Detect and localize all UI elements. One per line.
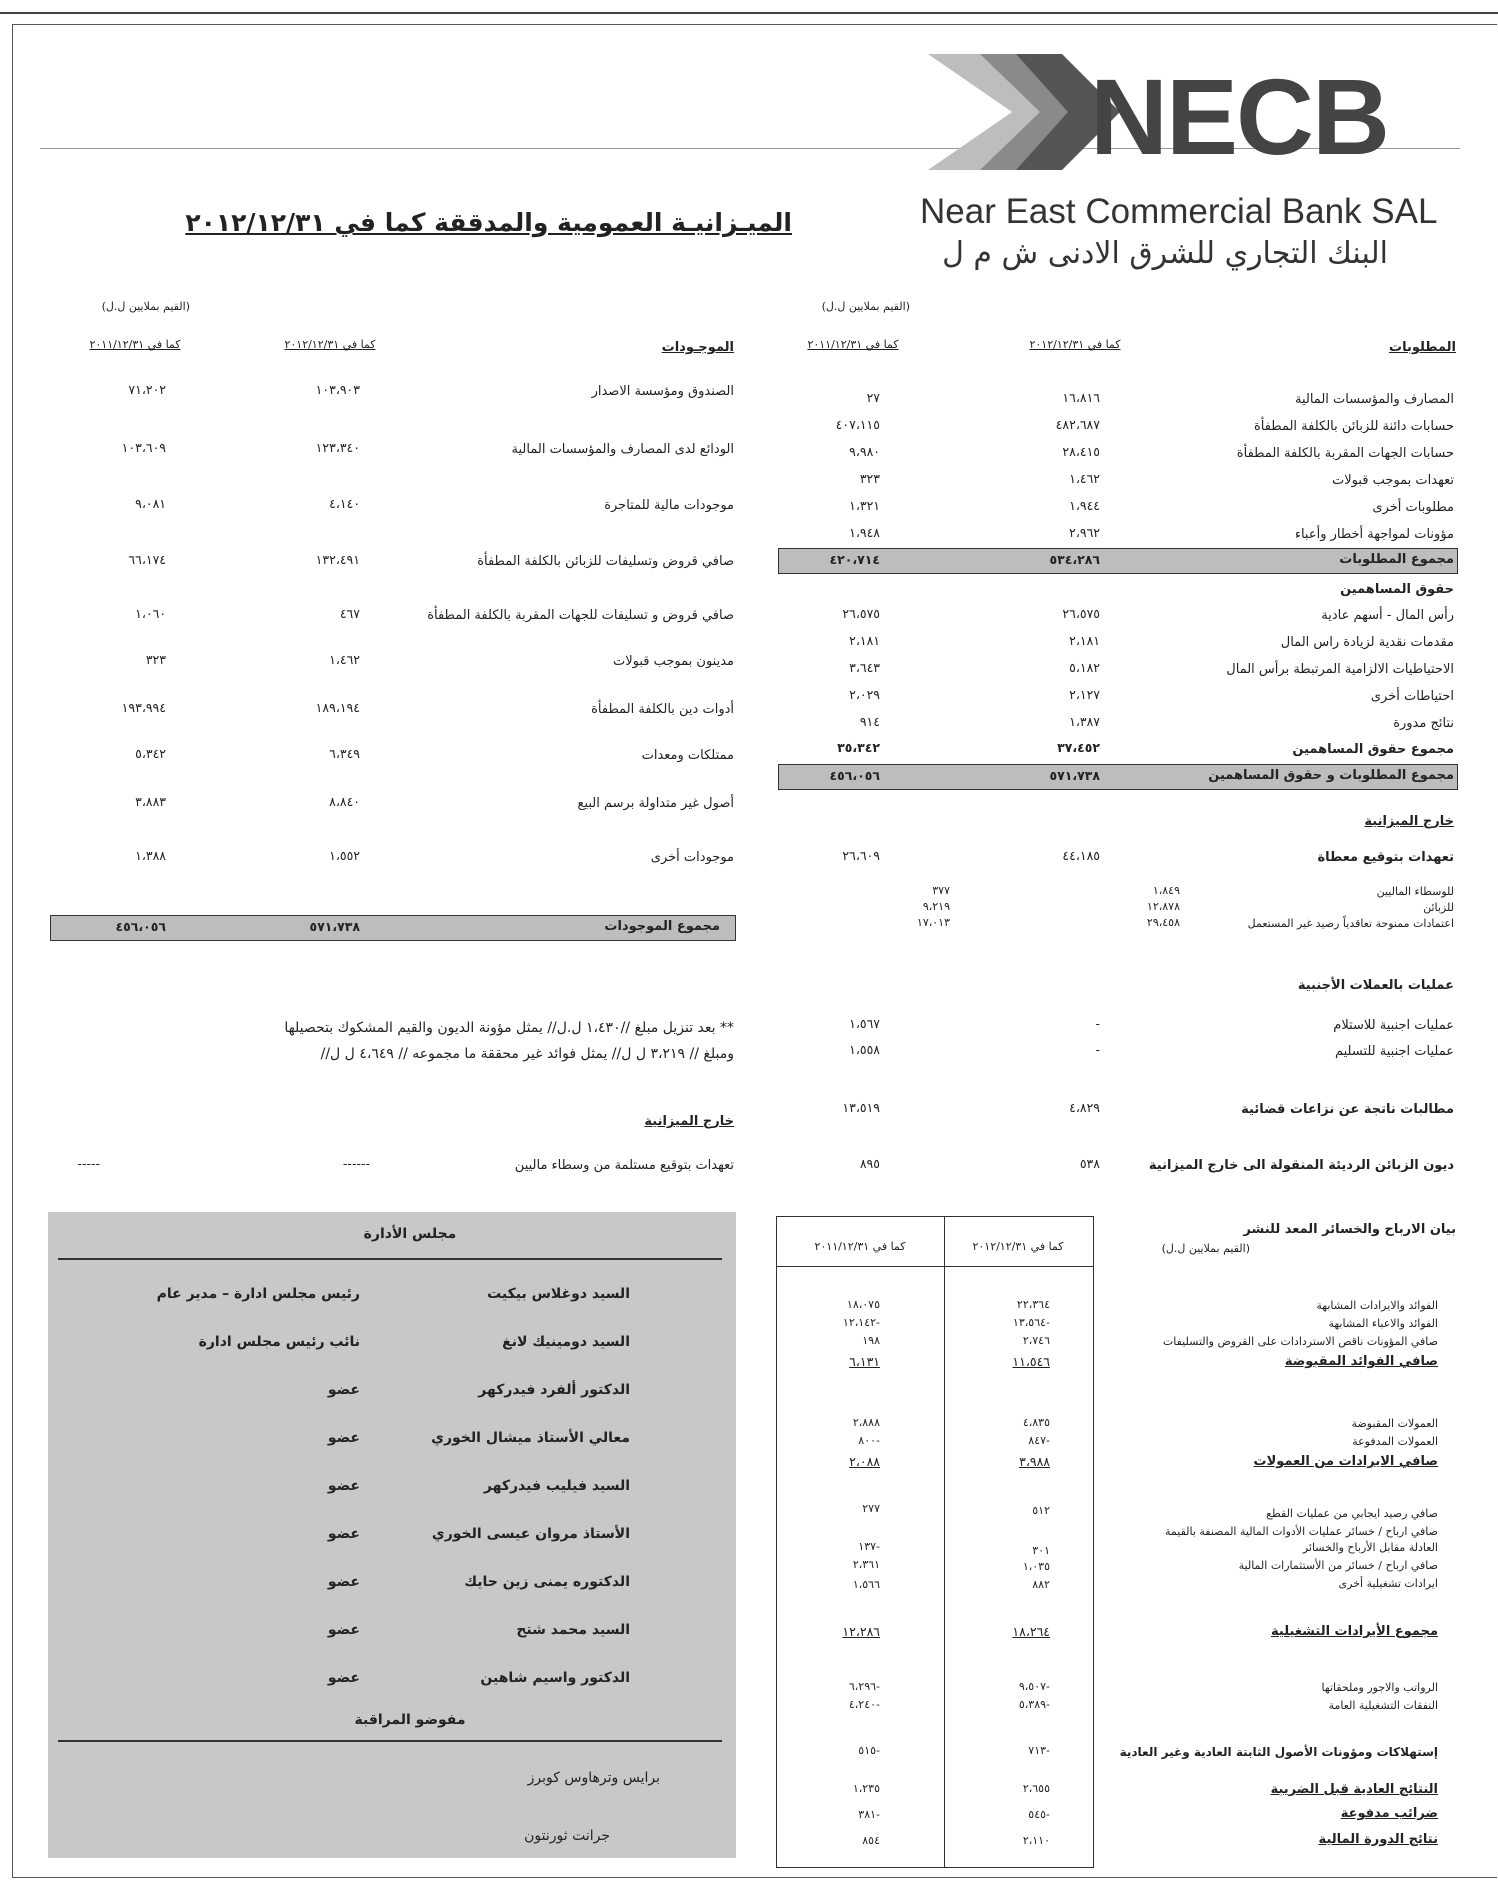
bank-name-ar: البنك التجاري للشرق الادنى ش م ل xyxy=(942,236,1388,271)
pl-2012-16: ٢،٦٥٥ xyxy=(1022,1782,1050,1795)
board-member-name-1: السيد دومينيك لانغ xyxy=(502,1334,630,1350)
assets-off-balance-header: خارج الميزانية xyxy=(644,1114,734,1129)
pl-label-8: صافي ارباح / خسائر عمليات الأدوات المالية المصنفة بالقيمة xyxy=(1165,1525,1438,1538)
asset-2011-9: ١،٣٨٨ xyxy=(135,848,166,863)
asset-2012-6: ١٨٩،١٩٤ xyxy=(315,700,360,715)
board-member-role-7: عضو xyxy=(327,1622,360,1638)
asset-2011-6: ١٩٣،٩٩٤ xyxy=(121,700,166,715)
pl-2012-13: -٩،٥٠٧ xyxy=(1018,1680,1050,1693)
equity-2011-2: ٣،٦٤٣ xyxy=(849,660,880,675)
pl-label-12: مجموع الأيرادات التشغيلية xyxy=(1271,1624,1438,1639)
pl-label-10: صافي ارباح / خسائر من الأستثمارات المالية xyxy=(1238,1559,1438,1572)
pl-2012-6: ٣،٩٨٨ xyxy=(1019,1454,1050,1469)
liab-2012-0: ١٦،٨١٦ xyxy=(1062,390,1100,405)
equity-2011-0: ٢٦،٥٧٥ xyxy=(842,606,880,621)
commit-sub-2012-1: ١٢،٨٧٨ xyxy=(1146,900,1180,913)
assets-off-2012: ------ xyxy=(342,1156,370,1171)
pl-2012-17: -٥٤٥ xyxy=(1028,1808,1050,1821)
pl-2012-14: -٥،٣٨٩ xyxy=(1018,1698,1050,1711)
asset-2011-2: ٩،٠٨١ xyxy=(135,496,166,511)
pl-label-2: صافي المؤونات ناقص الاستردادات على القروض والتسليفات xyxy=(1162,1335,1438,1348)
pl-2011-6: ٢،٠٨٨ xyxy=(849,1454,880,1469)
asset-label-4: صافي قروض و تسليفات للجهات المقربة بالكلفة المطفأة xyxy=(427,608,734,623)
liab-label-4: مطلوبات أخرى xyxy=(1372,500,1454,515)
pl-label-11: ايرادات تشغيلية أخرى xyxy=(1338,1577,1438,1590)
pl-label-1: الفوائد والاعباء المشابهة xyxy=(1328,1317,1438,1330)
pl-2012-0: ٢٢،٣٦٤ xyxy=(1016,1298,1050,1311)
asset-2012-5: ١،٤٦٢ xyxy=(329,652,360,667)
asset-label-6: أدوات دين بالكلفة المطفأة xyxy=(591,702,734,717)
pl-2012-18: ٢،١١٠ xyxy=(1022,1834,1050,1847)
commitments-label: تعهدات بتوقيع معطاة xyxy=(1317,850,1454,865)
pl-2011-14: -٤،٢٤٠ xyxy=(848,1698,880,1711)
asset-2011-total: ٤٥٦،٠٥٦ xyxy=(115,919,166,934)
pl-2011-15: -٥١٥ xyxy=(858,1744,880,1757)
assets-header: الموجـودات xyxy=(661,340,734,355)
commit-sub-2011-0: ٣٧٧ xyxy=(932,884,950,897)
claims-2011: ١٣،٥١٩ xyxy=(842,1100,880,1115)
pl-2011-12: ١٢،٢٨٦ xyxy=(842,1624,880,1639)
pl-2011-0: ١٨،٠٧٥ xyxy=(846,1298,880,1311)
equity-label-4: نتائج مدورة xyxy=(1393,716,1454,731)
board-member-name-8: الدكتور واسيم شاهين xyxy=(480,1670,630,1686)
asset-label-0: الصندوق ومؤسسة الاصدار xyxy=(591,384,734,399)
board-member-role-1: نائب رئيس مجلس ادارة xyxy=(198,1334,360,1350)
auditor-1: جرانت ثورنتون xyxy=(524,1828,610,1844)
asset-label-2: موجودات مالية للمتاجرة xyxy=(604,498,734,513)
liabilities-header: المطلوبات xyxy=(1389,340,1456,355)
claims-label: مطالبات ناتجة عن نزاعات قضائية xyxy=(1241,1102,1454,1117)
equity-2011-1: ٢،١٨١ xyxy=(849,633,880,648)
pl-2011-17: -٣٨١ xyxy=(858,1808,880,1821)
pl-header-rule xyxy=(776,1266,1094,1267)
asset-label-8: أصول غير متداولة برسم البيع xyxy=(577,796,734,811)
commit-sub-label-0: للوسطاء الماليين xyxy=(1376,885,1454,898)
liab-label-5: مؤونات لمواجهة أخطار وأعباء xyxy=(1294,527,1454,542)
assets-off-2011: ----- xyxy=(77,1156,100,1171)
liab-2011-0: ٢٧ xyxy=(866,390,880,405)
liab-2011-total: ٤٢٠،٧١٤ xyxy=(829,552,880,567)
pl-2012-3: ١١،٥٤٦ xyxy=(1012,1354,1050,1369)
pl-label-3: صافي الفوائد المقبوضة xyxy=(1284,1354,1438,1369)
liab-label-3: تعهدات بموجب قبولات xyxy=(1332,473,1454,488)
auditor-0: برايس وترهاوس كوبرز xyxy=(527,1770,660,1786)
liab-2012-total: ٥٣٤،٢٨٦ xyxy=(1049,552,1100,567)
pl-label-15: إستهلاكات ومؤونات الأصول الثابتة العادية وغير العادية xyxy=(1119,1745,1438,1759)
pl-label-16: النتائج العادية قبل الضريبة xyxy=(1270,1782,1438,1797)
board-member-name-5: الأستاذ مروان عيسى الخوري xyxy=(431,1526,630,1542)
pl-label-0: الفوائد والايرادات المشابهة xyxy=(1316,1299,1438,1312)
pl-label-7: صافي رصيد ايجابي من عمليات القطع xyxy=(1266,1507,1438,1520)
commit-sub-label-1: للزبائن xyxy=(1423,901,1454,914)
liab-2012-4: ١،٩٤٤ xyxy=(1069,498,1100,513)
fx-2012-0: - xyxy=(1095,1016,1100,1031)
liab-label-1: حسابات دائنة للزبائن بالكلفة المطفأة xyxy=(1253,419,1454,434)
board-member-name-7: السيد محمد شتح xyxy=(516,1622,630,1638)
equity-label-3: احتياطات أخرى xyxy=(1370,689,1454,704)
commit-sub-2012-0: ١،٨٤٩ xyxy=(1152,884,1180,897)
pl-label-9: العادلة مقابل الأرباح والخسائر xyxy=(1302,1541,1438,1554)
asset-2012-3: ١٣٢،٤٩١ xyxy=(315,552,360,567)
fx-label-0: عمليات اجنبية للاستلام xyxy=(1333,1018,1454,1033)
asset-2012-2: ٤،١٤٠ xyxy=(329,496,360,511)
board-member-name-0: السيد دوغلاس بيكيت xyxy=(487,1286,630,1302)
board-member-role-3: عضو xyxy=(327,1430,360,1446)
assets-col-2011: كما في ٢٠١١/١٢/٣١ xyxy=(89,338,181,351)
pl-2012-2: ٢،٧٤٦ xyxy=(1022,1334,1050,1347)
pl-2011-16: ١،٢٣٥ xyxy=(852,1782,880,1795)
asset-2011-0: ٧١،٢٠٢ xyxy=(128,382,166,397)
fx-2011-0: ١،٥٦٧ xyxy=(849,1016,880,1031)
pl-label-17: ضرائب مدفوعة xyxy=(1340,1806,1438,1821)
pl-units: (القيم بملايين ل.ل) xyxy=(1161,1242,1250,1255)
asset-2012-total: ٥٧١،٧٣٨ xyxy=(309,919,360,934)
commitments-2011: ٢٦،٦٠٩ xyxy=(842,848,880,863)
liab-2011-1: ٤٠٧،١١٥ xyxy=(835,417,880,432)
pl-col-2011: كما في ٢٠١١/١٢/٣١ xyxy=(814,1240,906,1253)
board-title: مجلس الأدارة xyxy=(363,1226,457,1242)
equity-label-1: مقدمات نقدية لزيادة راس المال xyxy=(1280,635,1454,650)
pl-2011-5: -٨٠٠ xyxy=(858,1434,880,1447)
liab-label-0: المصارف والمؤسسات المالية xyxy=(1294,392,1454,407)
liab-2011-4: ١،٣٢١ xyxy=(849,498,880,513)
pl-2011-13: -٦،٢٩٦ xyxy=(848,1680,880,1693)
equity-2011-3: ٢،٠٢٩ xyxy=(849,687,880,702)
liab-col-2012: كما في ٢٠١٢/١٢/٣١ xyxy=(1029,338,1121,351)
assets-note-2: ومبلغ // ٣،٢١٩ ل ل// يمثل فوائد غير محققة ما مجموعه // ٤،٦٤٩ ل ل// xyxy=(320,1046,734,1062)
asset-2012-4: ٤٦٧ xyxy=(339,606,360,621)
liab-2011-5: ١،٩٤٨ xyxy=(849,525,880,540)
equity-label-0: رأس المال - أسهم عادية xyxy=(1321,608,1454,623)
pl-2012-9: ٣٠١ xyxy=(1032,1544,1050,1557)
asset-label-3: صافي قروض وتسليفات للزبائن بالكلفة المطفأة xyxy=(477,554,734,569)
equity-2011-4: ٩١٤ xyxy=(859,714,880,729)
asset-2012-1: ١٢٣،٣٤٠ xyxy=(315,440,360,455)
necb-logo xyxy=(920,48,1460,176)
board-member-name-6: الدكتوره يمنى زين حايك xyxy=(464,1574,630,1590)
liab-label-2: حسابات الجهات المقربة بالكلفة المطفأة xyxy=(1236,446,1454,461)
pl-2012-10: ١،٠٣٥ xyxy=(1022,1560,1050,1573)
pl-col-2012: كما في ٢٠١٢/١٢/٣١ xyxy=(972,1240,1064,1253)
liab-2012-2: ٢٨،٤١٥ xyxy=(1062,444,1100,459)
asset-label-1: الودائع لدى المصارف والمؤسسات المالية xyxy=(511,442,734,457)
pl-2012-5: -٨٤٧ xyxy=(1028,1434,1050,1447)
bad-debts-label: ديون الزبائن الرديئة المنقولة الى خارج الميزانية xyxy=(1148,1158,1454,1173)
pl-title: بيان الارباح والخسائر المعد للنشر xyxy=(1243,1222,1456,1237)
liab-label-total: مجموع المطلوبات xyxy=(1339,552,1454,567)
board-member-role-0: رئيس مجلس ادارة – مدير عام xyxy=(156,1286,360,1302)
board-member-role-4: عضو xyxy=(327,1478,360,1494)
pl-label-13: الرواتب والاجور وملحقاتها xyxy=(1321,1681,1438,1694)
pl-label-18: نتائج الدورة المالية xyxy=(1318,1832,1438,1847)
board-member-role-2: عضو xyxy=(327,1382,360,1398)
asset-2011-5: ٣٢٣ xyxy=(145,652,166,667)
liab-2012-1: ٤٨٢،٦٨٧ xyxy=(1055,417,1100,432)
assets-note-1: ** بعد تنزيل مبلغ //١،٤٣٠ ل.ل// يمثل مؤونة الديون والقيم المشكوك بتحصيلها xyxy=(284,1020,734,1036)
asset-2011-8: ٣،٨٨٣ xyxy=(135,794,166,809)
assets-col-2012: كما في ٢٠١٢/١٢/٣١ xyxy=(284,338,376,351)
equity-2012-2: ٥،١٨٢ xyxy=(1069,660,1100,675)
page-title: الميـزانيـة العمومية والمدققة كما في ٢٠١٢/١٢/٣١ xyxy=(185,208,792,237)
board-member-role-6: عضو xyxy=(327,1574,360,1590)
liab-2012-5: ٢،٩٦٢ xyxy=(1069,525,1100,540)
equity-2012-total: ٣٧،٤٥٢ xyxy=(1057,740,1100,755)
board-member-role-5: عضو xyxy=(327,1526,360,1542)
assets-off-label: تعهدات بتوقيع مستلمة من وسطاء ماليين xyxy=(514,1158,734,1173)
asset-2012-0: ١٠٣،٩٠٣ xyxy=(315,382,360,397)
board-member-name-3: معالي الأستاذ ميشال الخوري xyxy=(431,1430,630,1446)
pl-2012-4: ٤،٨٣٥ xyxy=(1022,1416,1050,1429)
fx-header: عمليات بالعملات الأجنبية xyxy=(1297,978,1454,993)
equity-2012-0: ٢٦،٥٧٥ xyxy=(1062,606,1100,621)
pl-2011-10: ٢،٣٦١ xyxy=(852,1558,880,1571)
logo-text: NECB xyxy=(1090,56,1389,177)
bad-debts-2011: ٨٩٥ xyxy=(859,1156,880,1171)
bank-name-en: Near East Commercial Bank SAL xyxy=(920,192,1438,231)
asset-label-7: ممتلكات ومعدات xyxy=(641,748,734,763)
equity-label-2: الاحتياطيات الالزامية المرتبطة برأس المال xyxy=(1226,662,1454,677)
liab-2012-3: ١،٤٦٢ xyxy=(1069,471,1100,486)
pl-2011-1: -١٢،١٤٢ xyxy=(842,1316,880,1329)
auditors-rule xyxy=(58,1740,722,1742)
asset-2012-8: ٨،٨٤٠ xyxy=(329,794,360,809)
pl-2012-11: ٨٨٢ xyxy=(1032,1578,1050,1591)
liab-equity-2011-total: ٤٥٦،٠٥٦ xyxy=(829,768,880,783)
commit-sub-2012-2: ٢٩،٤٥٨ xyxy=(1146,916,1180,929)
auditors-title: مفوضو المراقبة xyxy=(354,1712,466,1728)
pl-col-divider xyxy=(944,1216,945,1867)
pl-label-5: العمولات المدفوعة xyxy=(1352,1435,1438,1448)
liab-off-balance-header: خارج الميزانية xyxy=(1364,814,1454,829)
units-assets: (القيم بملايين ل.ل) xyxy=(101,300,190,313)
liab-equity-2012-total: ٥٧١،٧٣٨ xyxy=(1049,768,1100,783)
commit-sub-label-2: اعتمادات ممنوحة تعاقدياً رصيد غير المستعمل xyxy=(1247,917,1454,930)
asset-2011-7: ٥،٣٤٢ xyxy=(135,746,166,761)
pl-2011-3: ٦،١٣١ xyxy=(849,1354,880,1369)
claims-2012: ٤،٨٢٩ xyxy=(1069,1100,1100,1115)
board-rule xyxy=(58,1258,722,1260)
commitments-2012: ٤٤،١٨٥ xyxy=(1062,848,1100,863)
asset-label-total: مجموع الموجودات xyxy=(604,919,720,934)
liab-col-2011: كما في ٢٠١١/١٢/٣١ xyxy=(807,338,899,351)
equity-2012-4: ١،٣٨٧ xyxy=(1069,714,1100,729)
pl-2012-7: ٥١٢ xyxy=(1032,1504,1050,1517)
units-liabilities: (القيم بملايين ل.ل) xyxy=(821,300,910,313)
pl-2011-7: ٢٧٧ xyxy=(862,1502,880,1515)
asset-2012-9: ١،٥٥٢ xyxy=(329,848,360,863)
pl-2012-1: -١٣،٥٦٤ xyxy=(1012,1316,1050,1329)
asset-2011-3: ٦٦،١٧٤ xyxy=(128,552,166,567)
pl-label-14: النفقات التشغيلية العامة xyxy=(1328,1699,1438,1712)
liab-equity-label-total: مجموع المطلوبات و حقوق المساهمين xyxy=(1208,768,1454,783)
equity-label-total: مجموع حقوق المساهمين xyxy=(1292,742,1454,757)
liab-2011-2: ٩،٩٨٠ xyxy=(849,444,880,459)
pl-2011-4: ٢،٨٨٨ xyxy=(852,1416,880,1429)
fx-label-1: عمليات اجنبية للتسليم xyxy=(1334,1044,1454,1059)
asset-label-5: مدينون بموجب قبولات xyxy=(612,654,734,669)
pl-label-4: العمولات المقبوضة xyxy=(1351,1417,1438,1430)
equity-2011-total: ٣٥،٣٤٢ xyxy=(837,740,880,755)
equity-2012-3: ٢،١٢٧ xyxy=(1069,687,1100,702)
top-rule xyxy=(0,12,1498,14)
equity-2012-1: ٢،١٨١ xyxy=(1069,633,1100,648)
commit-sub-2011-2: ١٧،٠١٣ xyxy=(916,916,950,929)
commit-sub-2011-1: ٩،٢١٩ xyxy=(922,900,950,913)
pl-2011-11: ١،٥٦٦ xyxy=(852,1578,880,1591)
equity-header: حقوق المساهمين xyxy=(1340,582,1454,597)
asset-2011-4: ١،٠٦٠ xyxy=(135,606,166,621)
fx-2012-1: - xyxy=(1095,1042,1100,1057)
board-member-name-2: الدكتور ألفرد فيدركهر xyxy=(478,1382,630,1398)
pl-2012-12: ١٨،٢٦٤ xyxy=(1012,1624,1050,1639)
pl-2011-2: ١٩٨ xyxy=(862,1334,880,1347)
asset-2012-7: ٦،٣٤٩ xyxy=(329,746,360,761)
pl-2011-9: -١٣٧ xyxy=(858,1540,880,1553)
bad-debts-2012: ٥٣٨ xyxy=(1079,1156,1100,1171)
board-member-name-4: السيد فيليب فيدركهر xyxy=(483,1478,630,1494)
pl-2011-18: ٨٥٤ xyxy=(862,1834,880,1847)
pl-label-6: صافي الايرادات من العمولات xyxy=(1253,1454,1438,1469)
asset-2011-1: ١٠٣،٦٠٩ xyxy=(121,440,166,455)
pl-2012-15: -٧١٣ xyxy=(1028,1744,1050,1757)
board-member-role-8: عضو xyxy=(327,1670,360,1686)
liab-2011-3: ٣٢٣ xyxy=(859,471,880,486)
asset-label-9: موجودات أخرى xyxy=(650,850,734,865)
fx-2011-1: ١،٥٥٨ xyxy=(849,1042,880,1057)
